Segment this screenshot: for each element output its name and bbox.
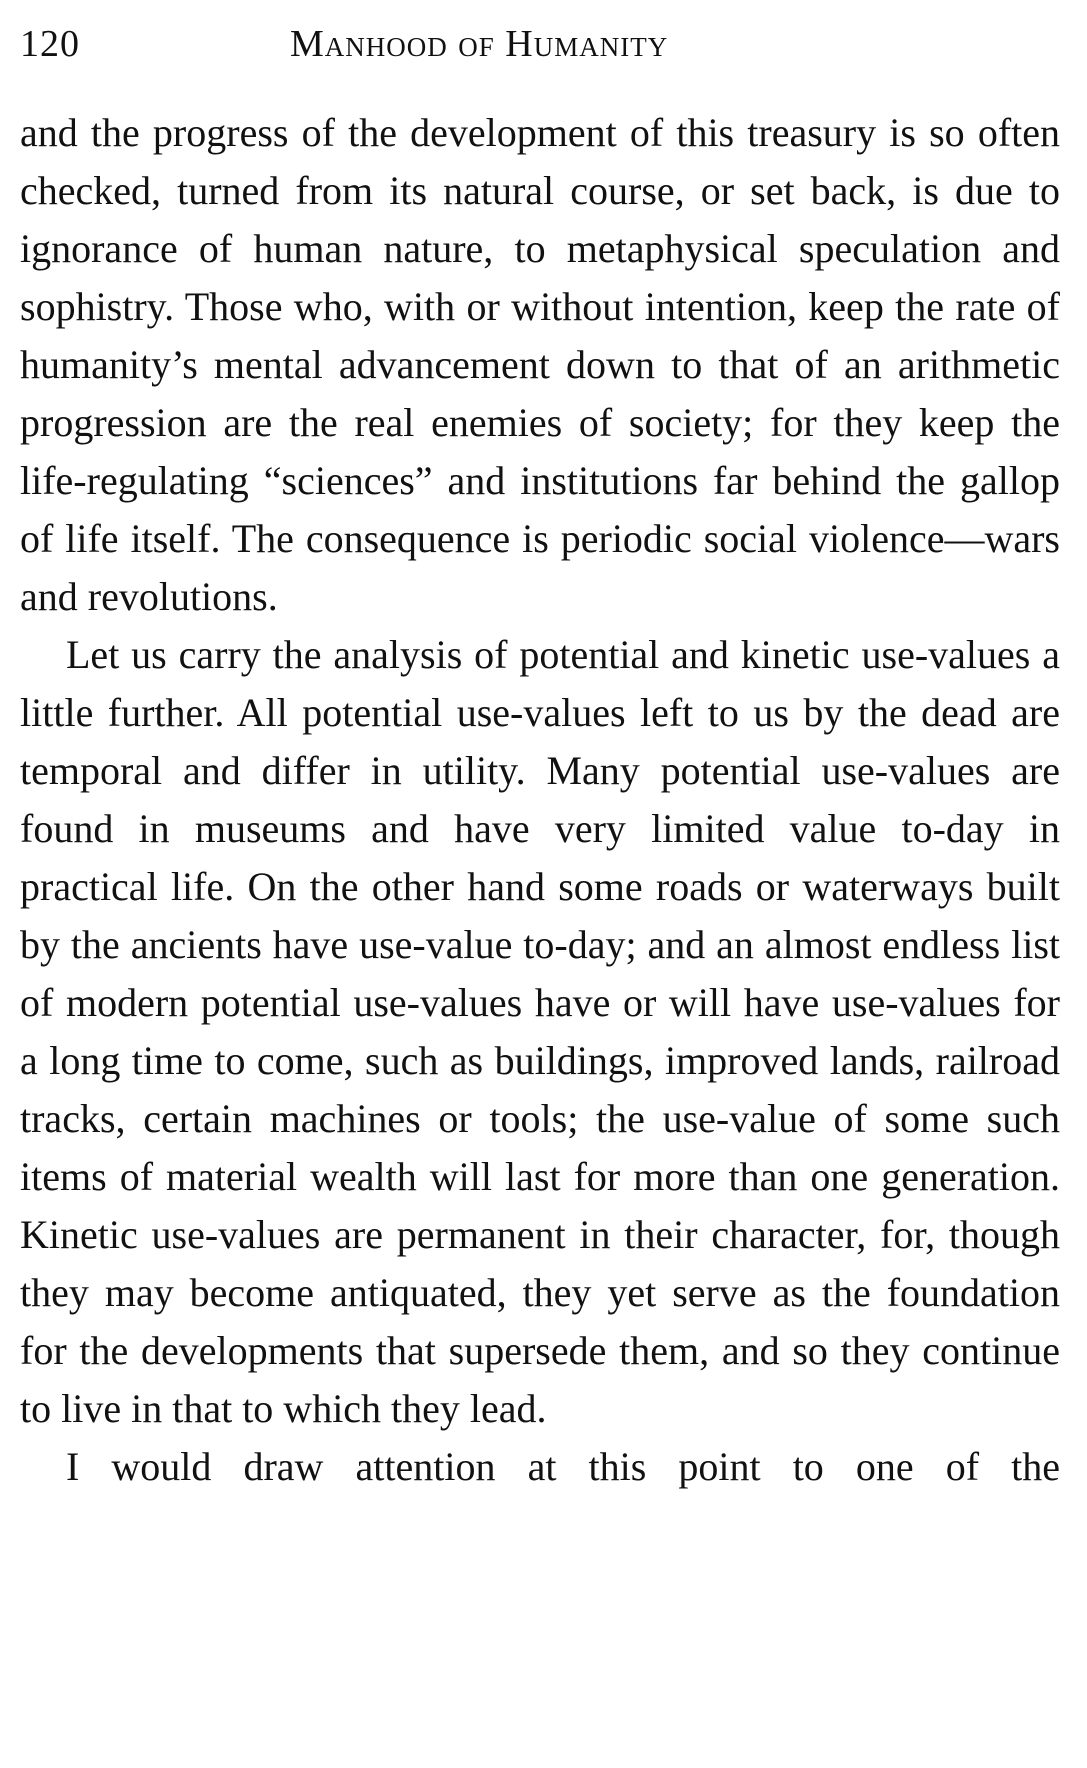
book-title: Manhood of Humanity xyxy=(290,23,669,65)
paragraph-final-fragment: I would draw attention at this point to one of the xyxy=(66,1444,1060,1489)
paragraph-use-values: Let us carry the analysis of potential and kinetic use-values a little further. All potential use-values left to us by the dead are temporal and differ in utility. Many potential use-values are found in museums and have very limited value to-day in practical life. On the other hand some roads or waterways built by the ancients have use-value to-day; and an almost endless list of modern potential use-values have or will have use-values for a long time to come, such as buildings, improved lands, railroad tracks, certain machines or tools; the use-value of some such items of material wealth will last for more than one generation. Kinetic use-values are permanent in their character, for, though they may become antiquated, they yet serve as the foundation for the developments that supersede them, and so they continue to live in that to which they lead. xyxy=(20,632,1060,1431)
body-text xyxy=(20,104,1060,1496)
paragraph-continued: and the progress of the development of this treasury is so often checked, turned from its natural course, or set back, is due to ignorance of human nature, to metaphysical speculation and sophistry. Those who, with or without intention, keep the rate of humanity’s mental advancement down to that of an arithmetic progression are the real enemies of society; for they keep the life-regulating “sciences” and institutions far behind the gallop of life itself. The consequence is periodic social violence—wars and revolutions. xyxy=(20,110,1060,619)
running-head xyxy=(20,14,1060,74)
page-number: 120 xyxy=(20,23,80,65)
